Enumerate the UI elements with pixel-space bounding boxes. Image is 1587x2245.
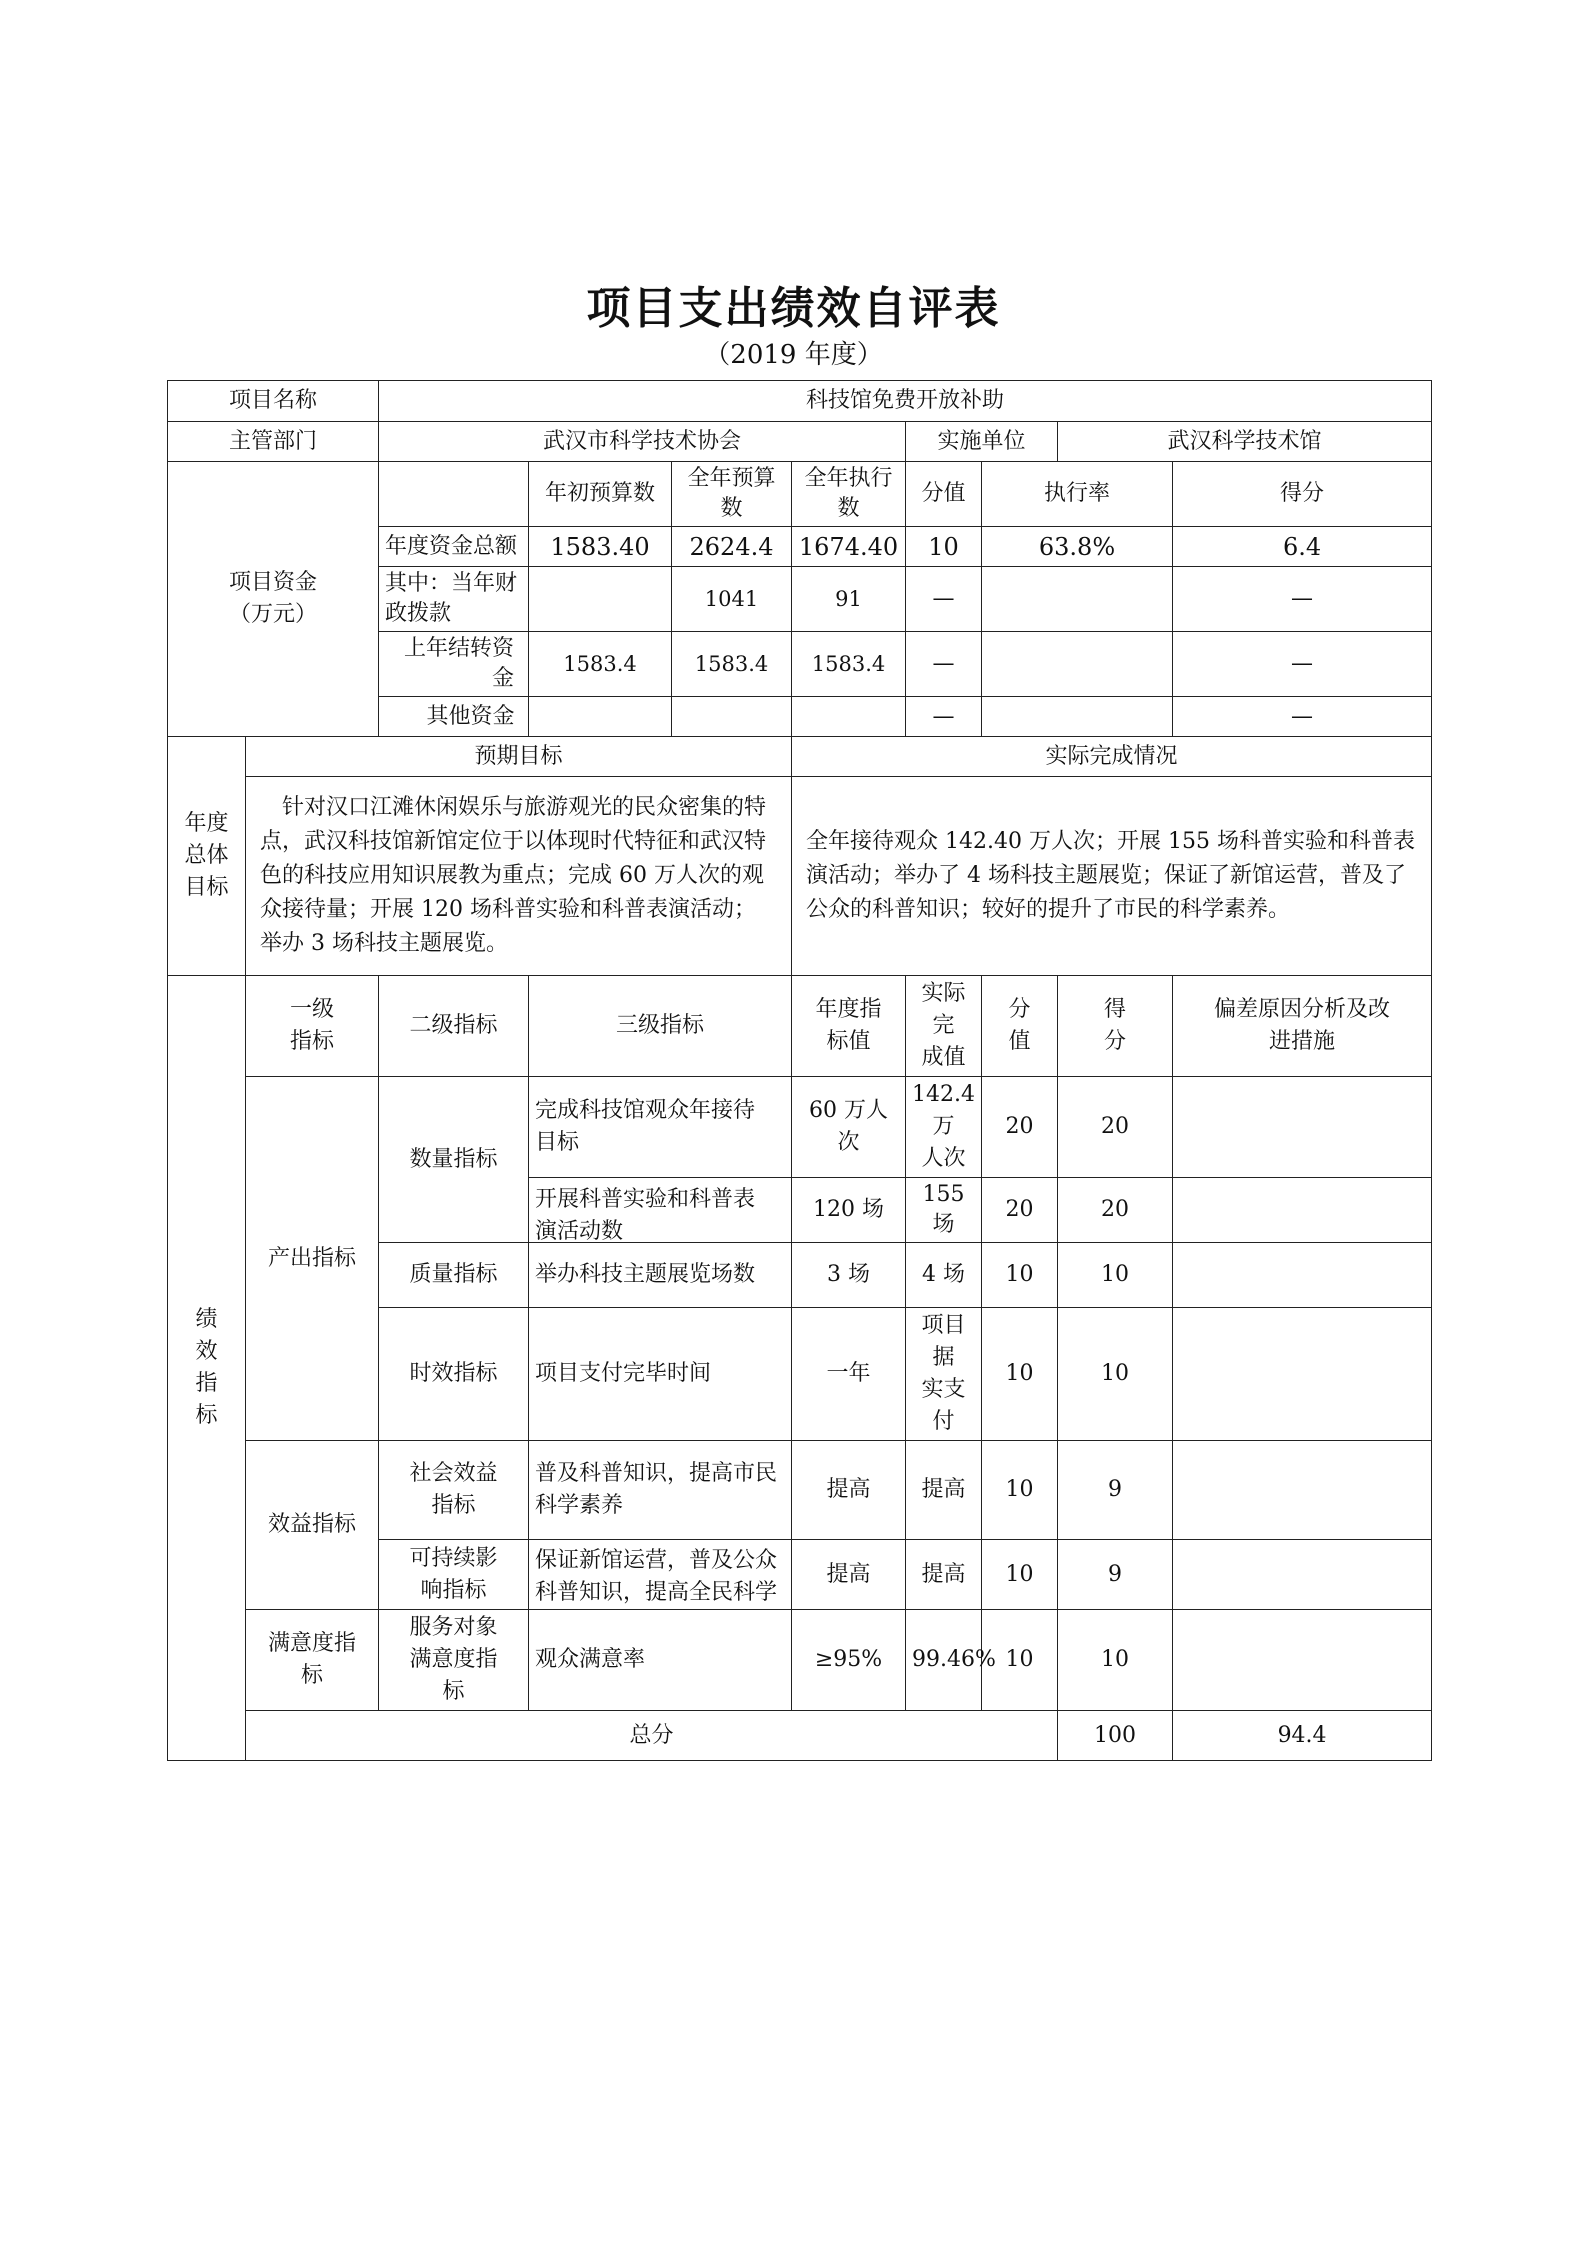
indicator-actual: 4 场 [906,1243,982,1308]
funds-initial: 1583.4 [529,632,672,697]
quantity-indicator-label: 数量指标 [379,1077,529,1243]
funds-rate [982,697,1173,737]
indicator-score: 20 [1058,1077,1173,1178]
impl-value: 武汉科学技术馆 [1058,422,1432,462]
header-line: 偏差原因分析及改 [1214,997,1391,1022]
header-line: 标值 [826,1029,871,1054]
funds-rate [982,632,1173,697]
funds-score: — [1173,632,1432,697]
funds-score-value: — [906,632,982,697]
indicators-label-char: 效 [195,1339,218,1364]
indicator-score-value: 10 [982,1441,1058,1540]
header-score [1058,976,1173,1077]
benefit-indicator-label: 效益指标 [246,1441,379,1610]
indicator-target-line: 60 万人 [809,1098,889,1123]
indicator-name-line: 普及科普知识，提高市民 [535,1461,778,1486]
indicator-deviation [1173,1610,1432,1711]
total-score-value: 100 [1058,1711,1173,1761]
funds-executed: 91 [792,567,906,632]
label-line: 服务对象 [409,1615,498,1640]
funds-initial [529,697,672,737]
funds-row-label: 上年结转资金 [379,632,529,697]
label-line: 指标 [431,1493,476,1518]
funds-header-annual: 全年预算数 [672,462,792,527]
performance-table [167,380,1432,1761]
row-total [168,1711,1432,1761]
indicator-score: 10 [1058,1243,1173,1308]
funds-row-label: 其他资金 [379,697,529,737]
funds-annual: 1583.4 [672,632,792,697]
indicators-label [168,976,246,1761]
impl-label: 实施单位 [906,422,1058,462]
indicator-actual [906,1077,982,1178]
header-line: 一级 [290,997,335,1022]
indicator-score: 9 [1058,1441,1173,1540]
funds-label-line1: 项目资金 [229,570,318,595]
total-score: 94.4 [1173,1711,1432,1761]
header-target [792,976,906,1077]
sustain-indicator-label [379,1540,529,1610]
indicator-actual-line: 人次 [921,1146,966,1171]
funds-executed: 1674.40 [792,527,906,567]
actual-result-text: 全年接待观众 142.40 万人次；开展 155 场科普实验和科普表演活动；举办了 4 场科技主题展览；保证了新馆运营，普及了公众的科普知识；较好的提升了市民的科学素养。 [792,777,1432,976]
indicator-target: 3 场 [792,1243,906,1308]
header-actual [906,976,982,1077]
funds-score: — [1173,567,1432,632]
label-line: 可持续影 [409,1545,498,1571]
indicator-target: 一年 [792,1308,906,1441]
indicator-row [168,1441,1432,1540]
indicator-score-value: 20 [982,1077,1058,1178]
header-line: 成值 [921,1045,966,1070]
goals-label-char: 总体 [184,843,229,868]
indicator-name-clip [535,1184,785,1244]
funds-rate: 63.8% [982,527,1173,567]
actual-result-header: 实际完成情况 [792,737,1432,777]
indicator-deviation [1173,1441,1432,1540]
label-line: 满意度指 [268,1631,357,1656]
header-level3: 三级指标 [529,976,792,1077]
indicator-score-value: 10 [982,1243,1058,1308]
indicator-score: 10 [1058,1308,1173,1441]
indicator-name: 项目支付完毕时间 [529,1308,792,1441]
header-line: 分 [1008,997,1031,1022]
funds-rate [982,567,1173,632]
indicator-actual: 提高 [906,1441,982,1540]
service-indicator-label [379,1610,529,1711]
indicator-score: 20 [1058,1178,1173,1243]
funds-annual: 2624.4 [672,527,792,567]
goals-label [168,737,246,976]
indicator-target [792,1077,906,1178]
indicator-actual: 提高 [906,1540,982,1610]
funds-score-value: 10 [906,527,982,567]
funds-annual [672,697,792,737]
indicator-row [168,1610,1432,1711]
label-line: 社会效益 [409,1461,498,1486]
row-funds-header [168,462,1432,527]
funds-initial: 1583.40 [529,527,672,567]
header-level1 [246,976,379,1077]
dept-value: 武汉市科学技术协会 [379,422,906,462]
funds-header-initial: 年初预算数 [529,462,672,527]
timeliness-indicator-label: 时效指标 [379,1308,529,1441]
indicator-name-line: 保证新馆运营，普及公众 [535,1547,778,1573]
indicator-score-value: 10 [982,1540,1058,1610]
goals-label-char: 年度 [184,811,229,836]
indicator-deviation [1173,1308,1432,1441]
indicator-row [168,1077,1432,1178]
indicator-name-line: 完成科技馆观众年接待 [535,1098,756,1123]
indicator-name-clip [535,1545,785,1605]
label-line: 标 [442,1679,465,1704]
indicator-actual: 155 场 [906,1178,982,1243]
indicator-actual-line: 实支付 [921,1377,966,1434]
indicator-target: 提高 [792,1540,906,1610]
indicator-target-line: 次 [837,1130,860,1155]
indicator-target: 120 场 [792,1178,906,1243]
funds-header-rate: 执行率 [982,462,1173,527]
project-name-value: 科技馆免费开放补助 [379,381,1432,422]
indicator-score: 9 [1058,1540,1173,1610]
indicator-name-line: 目标 [535,1130,580,1155]
funds-header-blank [379,462,529,527]
social-indicator-label [379,1441,529,1540]
indicator-deviation [1173,1077,1432,1178]
row-goals-header [168,737,1432,777]
indicator-actual-line: 项目据 [921,1313,966,1370]
expected-goal-text: 针对汉口江滩休闲娱乐与旅游观光的民众密集的特点，武汉科技馆新馆定位于以体现时代特征和武汉特色的科技应用知识展教为重点；完成 60 万人次的观众接待量；开展 120 场科普实验和科普表演活动；举办 3 场科技主题展览。 [246,777,792,976]
funds-executed [792,697,906,737]
project-name-label: 项目名称 [168,381,379,422]
indicator-actual [906,1308,982,1441]
indicator-actual: 99.46% [906,1610,982,1711]
funds-score-value: — [906,697,982,737]
indicator-name [529,1178,792,1243]
indicator-name-line: 科普知识，提高全民科学 [535,1579,778,1605]
funds-executed: 1583.4 [792,632,906,697]
indicator-deviation [1173,1243,1432,1308]
output-indicator-label: 产出指标 [246,1077,379,1441]
indicators-label-char: 绩 [195,1307,218,1332]
expected-goal-header: 预期目标 [246,737,792,777]
quality-indicator-label: 质量指标 [379,1243,529,1308]
indicator-name-line: 演活动数 [535,1219,624,1244]
total-label: 总分 [246,1711,1058,1761]
header-score-value [982,976,1058,1077]
row-department [168,422,1432,462]
indicator-name-line: 开展科普实验和科普表 [535,1187,756,1212]
indicator-score-value: 20 [982,1178,1058,1243]
header-line: 指标 [290,1029,335,1054]
satisfaction-indicator-label [246,1610,379,1711]
funds-row-label: 其中：当年财政拨款 [379,567,529,632]
funds-row-label: 年度资金总额 [379,527,529,567]
indicator-score: 10 [1058,1610,1173,1711]
header-line: 得 [1104,997,1127,1022]
indicator-name [529,1077,792,1178]
indicators-label-char: 指 [195,1371,218,1396]
header-line: 年度指 [815,997,882,1022]
page-title: 项目支出绩效自评表 [586,283,1001,334]
indicator-score-value: 10 [982,1308,1058,1441]
indicator-target: 提高 [792,1441,906,1540]
label-line: 满意度指 [409,1647,498,1672]
header-deviation [1173,976,1432,1077]
funds-label-line2: （万元） [229,602,318,627]
funds-score: — [1173,697,1432,737]
indicator-deviation [1173,1178,1432,1243]
funds-header-executed: 全年执行数 [792,462,906,527]
indicator-name: 观众满意率 [529,1610,792,1711]
row-indicators-header [168,976,1432,1077]
funds-annual: 1041 [672,567,792,632]
funds-header-score: 得分 [1173,462,1432,527]
indicator-deviation [1173,1540,1432,1610]
header-line: 进措施 [1269,1029,1336,1054]
header-line: 分 [1104,1029,1127,1054]
header-level2: 二级指标 [379,976,529,1077]
goals-label-char: 目标 [184,875,229,900]
indicator-score-value: 10 [982,1610,1058,1711]
funds-initial [529,567,672,632]
header-line: 值 [1008,1029,1031,1054]
header-line: 实际完 [921,981,966,1038]
label-line: 响指标 [420,1577,487,1603]
funds-label [168,462,379,737]
indicator-name-line: 科学素养 [535,1493,624,1518]
indicator-name [529,1540,792,1610]
indicator-name: 举办科技主题展览场数 [529,1243,792,1308]
row-project-name [168,381,1432,422]
funds-score-value: — [906,567,982,632]
indicator-target: ≥95% [792,1610,906,1711]
funds-score: 6.4 [1173,527,1432,567]
dept-label: 主管部门 [168,422,379,462]
row-goals-content [168,777,1432,976]
funds-header-score-value: 分值 [906,462,982,527]
indicator-actual-line: 142.4 万 [912,1082,975,1139]
label-line: 标 [301,1663,324,1688]
indicator-name [529,1441,792,1540]
page-subtitle: （2019 年度） [704,340,883,370]
indicators-label-char: 标 [195,1403,218,1428]
